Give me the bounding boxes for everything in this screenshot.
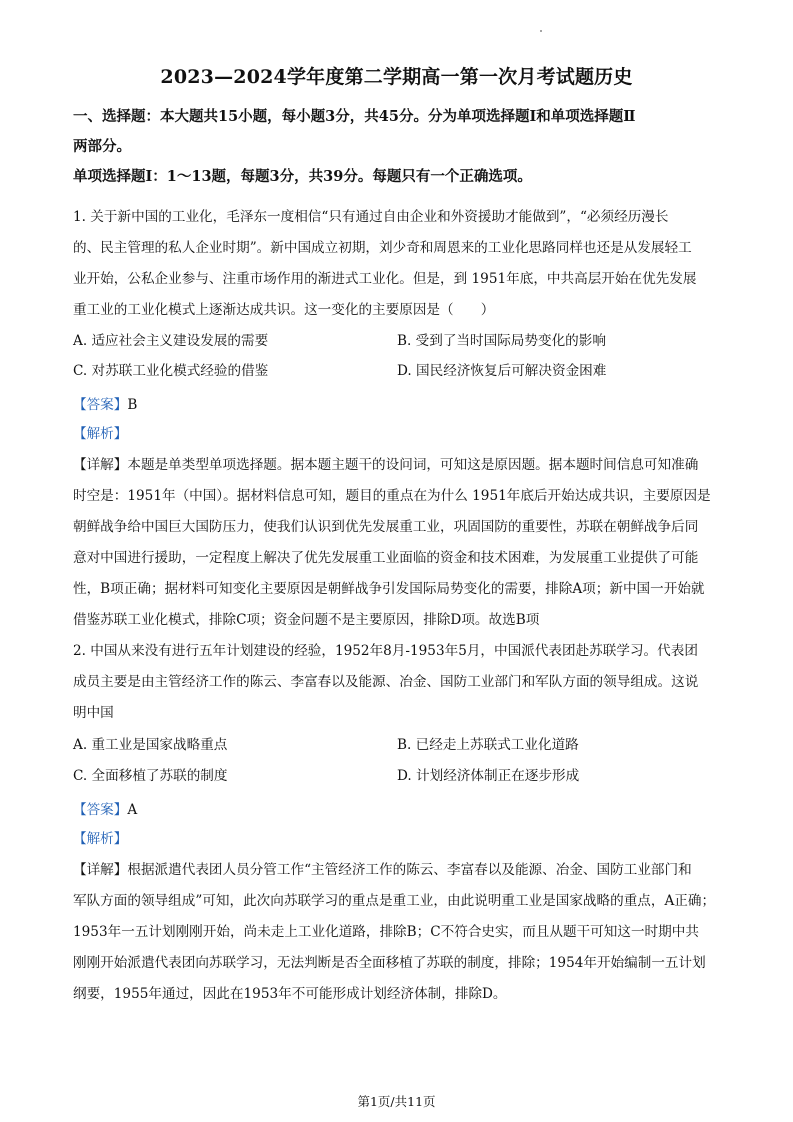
section-heading-line-2: 两部分。 [73, 138, 131, 155]
q1-stem-line: 业开始，公私企业参与、注重市场作用的渐进式工业化。但是，到 1951年底，中共高层开始在优先发展 [73, 271, 697, 287]
q2-answer [73, 800, 137, 820]
q2-detail-line: 军队方面的领导组成”可知，此次向苏联学习的重点是重工业，由此说明重工业是国家战略的重点，A正确； [73, 893, 716, 909]
q1-stem-line: 的、民主管理的私人企业时期”。新中国成立初期，刘少奇和周恩来的工业化思路同样也还是从发展轻工 [73, 240, 692, 256]
q2-option-a: A. 重工业是国家战略重点 [73, 737, 228, 753]
q1-detail-line: 时空是：1951年（中国）。据材料信息可知，题目的重点在为什么 1951年底后开始达成共识，主要原因是 [73, 488, 711, 504]
q1-analysis-tag: 【解析】 [73, 426, 128, 442]
scan-dot [540, 30, 542, 32]
q2-option-d: D. 计划经济体制正在逐步形成 [397, 768, 580, 784]
q1-detail-line: 借鉴苏联工业化模式，排除C项；资金问题不是主要原因，排除D项。故选B项 [73, 612, 540, 628]
q1-option-c: C. 对苏联工业化模式经验的借鉴 [73, 363, 269, 379]
q1-detail-line: 朝鲜战争给中国巨大国防压力，使我们认识到优先发展重工业，巩固国防的重要性，苏联在朝鲜战争后同 [73, 519, 699, 535]
page-footer: 第1页/共11页 [357, 1094, 436, 1109]
q1-detail-line: 【详解】本题是单类型单项选择题。据本题主题干的设问词，可知这是原因题。据本题时间信息可知准确 [73, 457, 699, 473]
q1-answer [73, 395, 137, 415]
q2-detail-line: 刚刚开始派遣代表团向苏联学习，无法判断是否全面移植了苏联的制度，排除；1954年开始编制一五计划 [73, 955, 706, 971]
answer-tag: 【答案】 [73, 397, 128, 413]
q1-stem-line: 重工业的工业化模式上逐渐达成共识。这一变化的主要原因是（ ） [73, 302, 495, 318]
page-title: 2023—2024学年度第二学期高一第一次月考试题历史 [160, 66, 633, 88]
q2-detail-line: 【详解】根据派遣代表团人员分管工作“主管经济工作的陈云、李富春以及能源、冶金、国防工业部门和 [73, 862, 692, 878]
q2-analysis-tag: 【解析】 [73, 831, 128, 847]
section-heading-line-1: 一、选择题：本大题共15小题，每小题3分，共45分。分为单项选择题Ⅰ和单项选择题Ⅱ [73, 108, 636, 125]
q2-option-c: C. 全面移植了苏联的制度 [73, 768, 228, 784]
answer-value: B [127, 397, 138, 413]
q1-option-d: D. 国民经济恢复后可解决资金困难 [397, 363, 607, 379]
q2-stem-line: 成员主要是由主管经济工作的陈云、李富春以及能源、冶金、国防工业部门和军队方面的领导组成。这说 [73, 674, 699, 690]
q2-stem-line: 明中国 [73, 705, 114, 721]
q2-detail-line: 1953年一五计划刚刚开始，尚未走上工业化道路，排除B；C不符合史实，而且从题干可知这一时期中共 [73, 924, 699, 940]
q1-detail-line: 意对中国进行援助，一定程度上解决了优先发展重工业面临的资金和技术困难，为发展重工业提供了可能 [73, 550, 699, 566]
section-subheading: 单项选择题Ⅰ：1～13题，每题3分，共39分。每题只有一个正确选项。 [73, 168, 532, 185]
q1-option-b: B. 受到了当时国际局势变化的影响 [397, 333, 606, 349]
q2-stem-line: 2. 中国从来没有进行五年计划建设的经验，1952年8月-1953年5月，中国派代表团赴苏联学习。代表团 [73, 643, 698, 659]
q1-stem-line: 1. 关于新中国的工业化，毛泽东一度相信“只有通过自由企业和外资援助才能做到”，“必须经历漫长 [73, 209, 669, 225]
answer-value: A [127, 802, 138, 818]
q2-detail-line: 纲要，1955年通过，因此在1953年不可能形成计划经济体制，排除D。 [73, 986, 507, 1002]
q1-option-a: A. 适应社会主义建设发展的需要 [73, 333, 269, 349]
answer-tag: 【答案】 [73, 802, 128, 818]
q1-detail-line: 性，B项正确；据材料可知变化主要原因是朝鲜战争引发国际局势变化的需要，排除A项；新中国一开始就 [73, 581, 705, 597]
q2-option-b: B. 已经走上苏联式工业化道路 [397, 737, 579, 753]
